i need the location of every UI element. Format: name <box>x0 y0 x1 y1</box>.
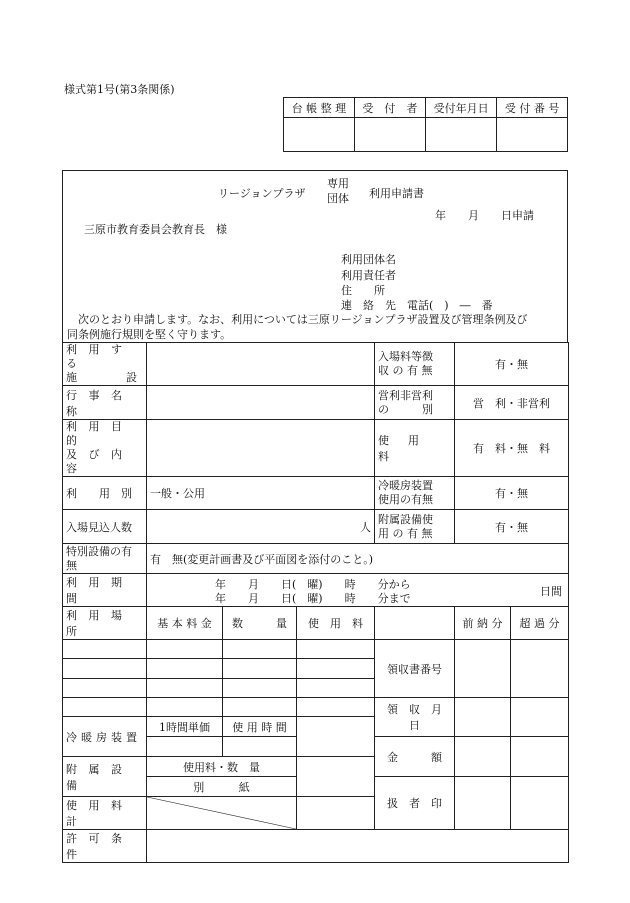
usage-fee-label: 使 用 料 <box>375 420 455 477</box>
attendance-label: 入場見込人数 <box>63 510 147 544</box>
fee-cell[interactable] <box>223 698 297 717</box>
hourly-rate-field[interactable] <box>147 737 223 757</box>
prepaid-header: 前 納 分 <box>455 607 511 640</box>
fee-qty-header: 使用料・数 量 <box>147 757 297 777</box>
fee-cell[interactable] <box>297 659 375 679</box>
attach-equip-label: 附 属 設 備 <box>63 757 147 797</box>
statement-line-2: 同条例施行規則を堅く守ります。 <box>67 328 232 341</box>
applicant-contact: 連 絡 先 電話( ) ― 番 <box>341 299 493 312</box>
place-label: 利 用 場 所 <box>63 607 147 640</box>
ac-device-label: 冷暖房装置 <box>63 717 147 757</box>
attach-fee-field[interactable] <box>297 757 375 797</box>
period-label: 利 用 期 間 <box>63 574 147 607</box>
fee-cell[interactable] <box>223 640 297 659</box>
usage-hours-header: 使 用 時 間 <box>223 717 297 737</box>
date-line: 年 月 日申請 <box>435 209 534 222</box>
amount-label: 金 額 <box>375 737 455 777</box>
applicant-group: 利用団体名 <box>341 253 396 266</box>
receipt-no-excess[interactable] <box>511 640 569 698</box>
receipt-date-label: 領 収 月 日 <box>375 698 455 737</box>
title-choice-bottom: 団体 <box>327 192 349 205</box>
fee-cell[interactable] <box>297 698 375 717</box>
amount-excess[interactable] <box>511 737 569 777</box>
event-name-label: 行 事 名 称 <box>63 386 147 420</box>
usage-fee-value[interactable]: 有 料・無 料 <box>455 420 569 477</box>
category-value[interactable]: 一般・公用 <box>147 477 375 510</box>
statement-line-1: 次のとおり申請します。なお、利用については三原リージョンプラザ設置及び管理条例及び <box>67 313 528 326</box>
separate-sheet: 別 紙 <box>147 777 297 797</box>
addressee: 三原市教育委員会教育長 様 <box>84 223 227 236</box>
facility-field[interactable] <box>147 343 375 386</box>
fee-collection-value[interactable]: 有・無 <box>455 343 569 386</box>
period-days: 日間 <box>540 585 563 598</box>
hourly-rate-header: 1時間単価 <box>147 717 223 737</box>
admin-cell[interactable] <box>284 118 355 152</box>
usage-fee-header: 使 用 料 <box>297 607 375 640</box>
fee-cell[interactable] <box>63 640 147 659</box>
total-field[interactable] <box>297 797 375 830</box>
fee-cell[interactable] <box>147 640 223 659</box>
admin-cell[interactable] <box>425 118 496 152</box>
blank-header <box>375 607 455 640</box>
seal-prepaid[interactable] <box>455 777 511 830</box>
application-header-panel <box>62 170 568 343</box>
admin-header: 台 帳 整 理 <box>284 98 355 118</box>
admin-header: 受 付 番 号 <box>497 98 568 118</box>
period-field[interactable] <box>147 574 569 607</box>
fee-cell[interactable] <box>147 679 223 698</box>
fee-cell[interactable] <box>63 659 147 679</box>
fee-cell[interactable] <box>147 659 223 679</box>
seal-excess[interactable] <box>511 777 569 830</box>
fee-cell[interactable] <box>297 640 375 659</box>
applicant-address: 住 所 <box>341 284 385 297</box>
profit-value[interactable]: 営 利・非営利 <box>455 386 569 420</box>
excess-header: 超 過 分 <box>511 607 569 640</box>
fee-cell[interactable] <box>63 698 147 717</box>
ac-usage-label: 冷暖房装置 使用の有無 <box>375 477 455 510</box>
base-fee-header: 基 本 料 金 <box>147 607 223 640</box>
attach-usage-label: 附属設備使 用 の 有 無 <box>375 510 455 544</box>
ac-usage-value[interactable]: 有・無 <box>455 477 569 510</box>
admin-header: 受 付 者 <box>354 98 425 118</box>
application-table <box>62 342 569 863</box>
amount-prepaid[interactable] <box>455 737 511 777</box>
fee-cell[interactable] <box>147 698 223 717</box>
profit-label: 営利非営利 の 別 <box>375 386 455 420</box>
special-equip-label: 特別設備の有 無 <box>63 544 147 574</box>
receipt-date-excess[interactable] <box>511 698 569 737</box>
form-number: 様式第1号(第3条関係) <box>64 83 175 96</box>
fee-cell[interactable] <box>223 659 297 679</box>
title-suffix: 利用申請書 <box>369 187 424 200</box>
conditions-field[interactable] <box>147 830 569 863</box>
fee-collection-label: 入場料等徴 収 の 有 無 <box>375 343 455 386</box>
total-diagonal-cell <box>147 797 297 830</box>
special-equip-value[interactable]: 有 無(変更計画書及び平面図を添付のこと。) <box>147 544 569 574</box>
category-label: 利 用 別 <box>63 477 147 510</box>
receipt-no-label: 領収書番号 <box>375 640 455 698</box>
receipt-date-prepaid[interactable] <box>455 698 511 737</box>
admin-header: 受付年月日 <box>425 98 496 118</box>
facility-label: 利 用 す る 施 設 <box>63 343 147 386</box>
admin-cell[interactable] <box>354 118 425 152</box>
event-name-field[interactable] <box>147 386 375 420</box>
receipt-no-prepaid[interactable] <box>455 640 511 698</box>
total-label: 使 用 料 計 <box>63 797 147 830</box>
admin-cell[interactable] <box>497 118 568 152</box>
purpose-field[interactable] <box>147 420 375 477</box>
applicant-responsible: 利用責任者 <box>341 269 396 282</box>
period-from: 年 月 日( 曜) 時 分から <box>215 578 411 591</box>
seal-label: 扱 者 印 <box>375 777 455 830</box>
attach-usage-value[interactable]: 有・無 <box>455 510 569 544</box>
title-name: リージョンプラザ <box>218 187 306 200</box>
quantity-header: 数 量 <box>223 607 297 640</box>
ac-fee-field[interactable] <box>297 717 375 757</box>
purpose-label: 利 用 目 的 及 び 内 容 <box>63 420 147 477</box>
fee-cell[interactable] <box>297 679 375 698</box>
usage-hours-field[interactable] <box>223 737 297 757</box>
period-to: 年 月 日( 曜) 時 分まで <box>215 592 411 605</box>
fee-cell[interactable] <box>63 679 147 698</box>
admin-table <box>283 97 568 152</box>
title-choice-top: 専用 <box>327 177 349 190</box>
fee-cell[interactable] <box>223 679 297 698</box>
diagonal-line <box>147 797 296 829</box>
attendance-field[interactable]: 人 <box>147 510 375 544</box>
conditions-label: 許 可 条 件 <box>63 830 147 863</box>
